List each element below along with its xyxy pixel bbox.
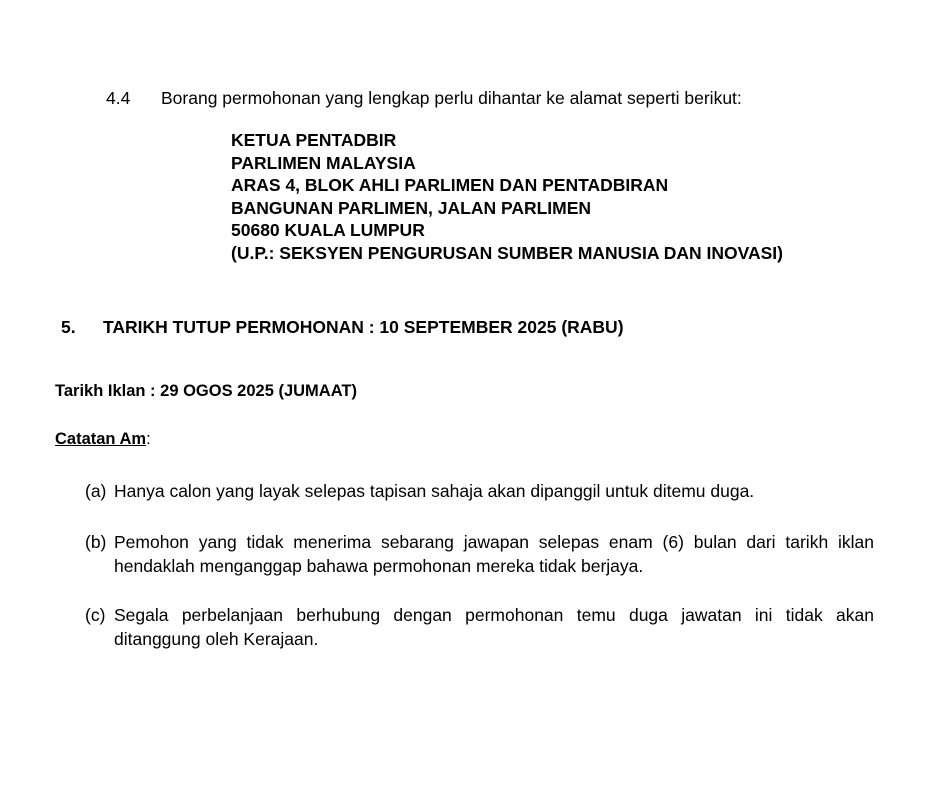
note-label: (b): [85, 532, 107, 552]
section-4-4-text: Borang permohonan yang lengkap perlu dihantar ke alamat seperti berikut:: [161, 88, 742, 108]
note-item-b: [85, 530, 874, 578]
note-item-c: [85, 603, 874, 651]
note-item-a: [85, 479, 874, 503]
general-notes-colon: :: [146, 430, 151, 448]
advertisement-date: Tarikh Iklan : 29 OGOS 2025 (JUMAAT): [55, 382, 357, 400]
note-label: (a): [85, 481, 107, 501]
general-notes-title: [55, 430, 151, 449]
address-line: KETUA PENTADBIR: [231, 130, 397, 150]
closing-date-heading: TARIKH TUTUP PERMOHONAN : 10 SEPTEMBER 2025 (RABU): [103, 317, 624, 337]
section-5-number: 5.: [61, 317, 76, 337]
section-4-4-number: 4.4: [106, 88, 131, 108]
address-line: BANGUNAN PARLIMEN, JALAN PARLIMEN: [231, 197, 592, 218]
address-line: 50680 KUALA LUMPUR: [231, 220, 425, 241]
note-label: (c): [85, 605, 106, 625]
general-notes-label: Catatan Am: [55, 430, 147, 448]
mailing-address: [231, 129, 783, 265]
address-line: (U.P.: SEKSYEN PENGURUSAN SUMBER MANUSIA DAN INOVASI): [231, 242, 783, 263]
note-text: Segala perbelanjaan berhubung dengan permohonan temu duga jawatan ini tidak akan ditanggung oleh Kerajaan.: [114, 605, 874, 649]
address-line: ARAS 4, BLOK AHLI PARLIMEN DAN PENTADBIRAN: [231, 175, 669, 196]
note-text: Pemohon yang tidak menerima sebarang jawapan selepas enam (6) bulan dari tarikh iklan hendaklah menganggap bahawa permohonan mereka tidak berjaya.: [114, 532, 874, 576]
address-line: PARLIMEN MALAYSIA: [231, 152, 416, 173]
note-text: Hanya calon yang layak selepas tapisan sahaja akan dipanggil untuk ditemu duga.: [114, 481, 755, 501]
